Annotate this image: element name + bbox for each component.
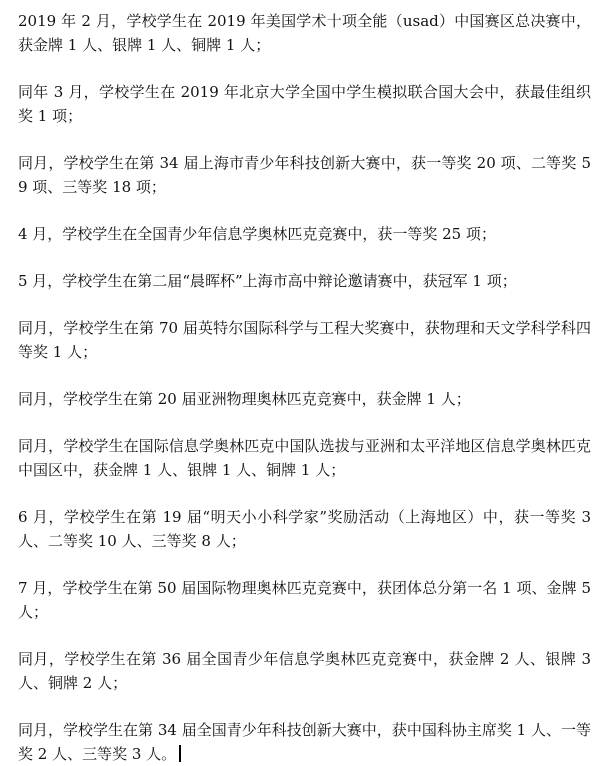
- paragraph-noi-award: 4 月，学校学生在全国青少年信息学奥林匹克竞赛中，获一等奖 25 项；: [18, 225, 496, 243]
- paragraph-noi-36-award: 同月，学校学生在第 36 届全国青少年信息学奥林匹克竞赛中，获金牌 2 人、银牌 3 人、铜牌 2 人；: [18, 650, 591, 692]
- paragraph-model-un-award: 同年 3 月，学校学生在 2019 年北京大学全国中学生模拟联合国大会中，获最佳组织奖 1 项；: [18, 83, 591, 125]
- paragraph-isef-award: 同月，学校学生在第 70 届英特尔国际科学与工程大奖赛中，获物理和天文学科学科四等奖 1 人；: [18, 319, 591, 361]
- paragraph-debate-award: 5 月，学校学生在第二届“晨晖杯”上海市高中辩论邀请赛中，获冠军 1 项；: [18, 272, 517, 290]
- paragraph-apho-award: 同月，学校学生在第 20 届亚洲物理奥林匹克竞赛中，获金牌 1 人；: [18, 390, 471, 408]
- text-cursor: [179, 745, 181, 762]
- paragraph-ioi-apio-award: 同月，学校学生在国际信息学奥林匹克中国队选拔与亚洲和太平洋地区信息学奥林匹克中国区中，获金牌 1 人、银牌 1 人、铜牌 1 人；: [18, 437, 591, 479]
- paragraph-young-scientist-award: 6 月，学校学生在第 19 届“明天小小科学家”奖励活动（上海地区）中，获一等奖 3 人、二等奖 10 人、三等奖 8 人；: [18, 508, 591, 550]
- paragraph-shanghai-tech-innovation-award: 同月，学校学生在第 34 届上海市青少年科技创新大赛中，获一等奖 20 项、二等奖 59 项、三等奖 18 项；: [18, 154, 591, 196]
- paragraph-usad-award: 2019 年 2 月，学校学生在 2019 年美国学术十项全能（usad）中国赛区总决赛中，获金牌 1 人、银牌 1 人、铜牌 1 人；: [18, 12, 591, 54]
- paragraph-national-tech-innovation-award: [18, 718, 591, 766]
- paragraph-ipho-award: 7 月，学校学生在第 50 届国际物理奥林匹克竞赛中，获团体总分第一名 1 项、金牌 5 人；: [18, 579, 591, 621]
- paragraph-text: 同月，学校学生在第 34 届全国青少年科技创新大赛中，获中国科协主席奖 1 人、一等奖 2 人、三等奖 3 人。: [18, 721, 591, 763]
